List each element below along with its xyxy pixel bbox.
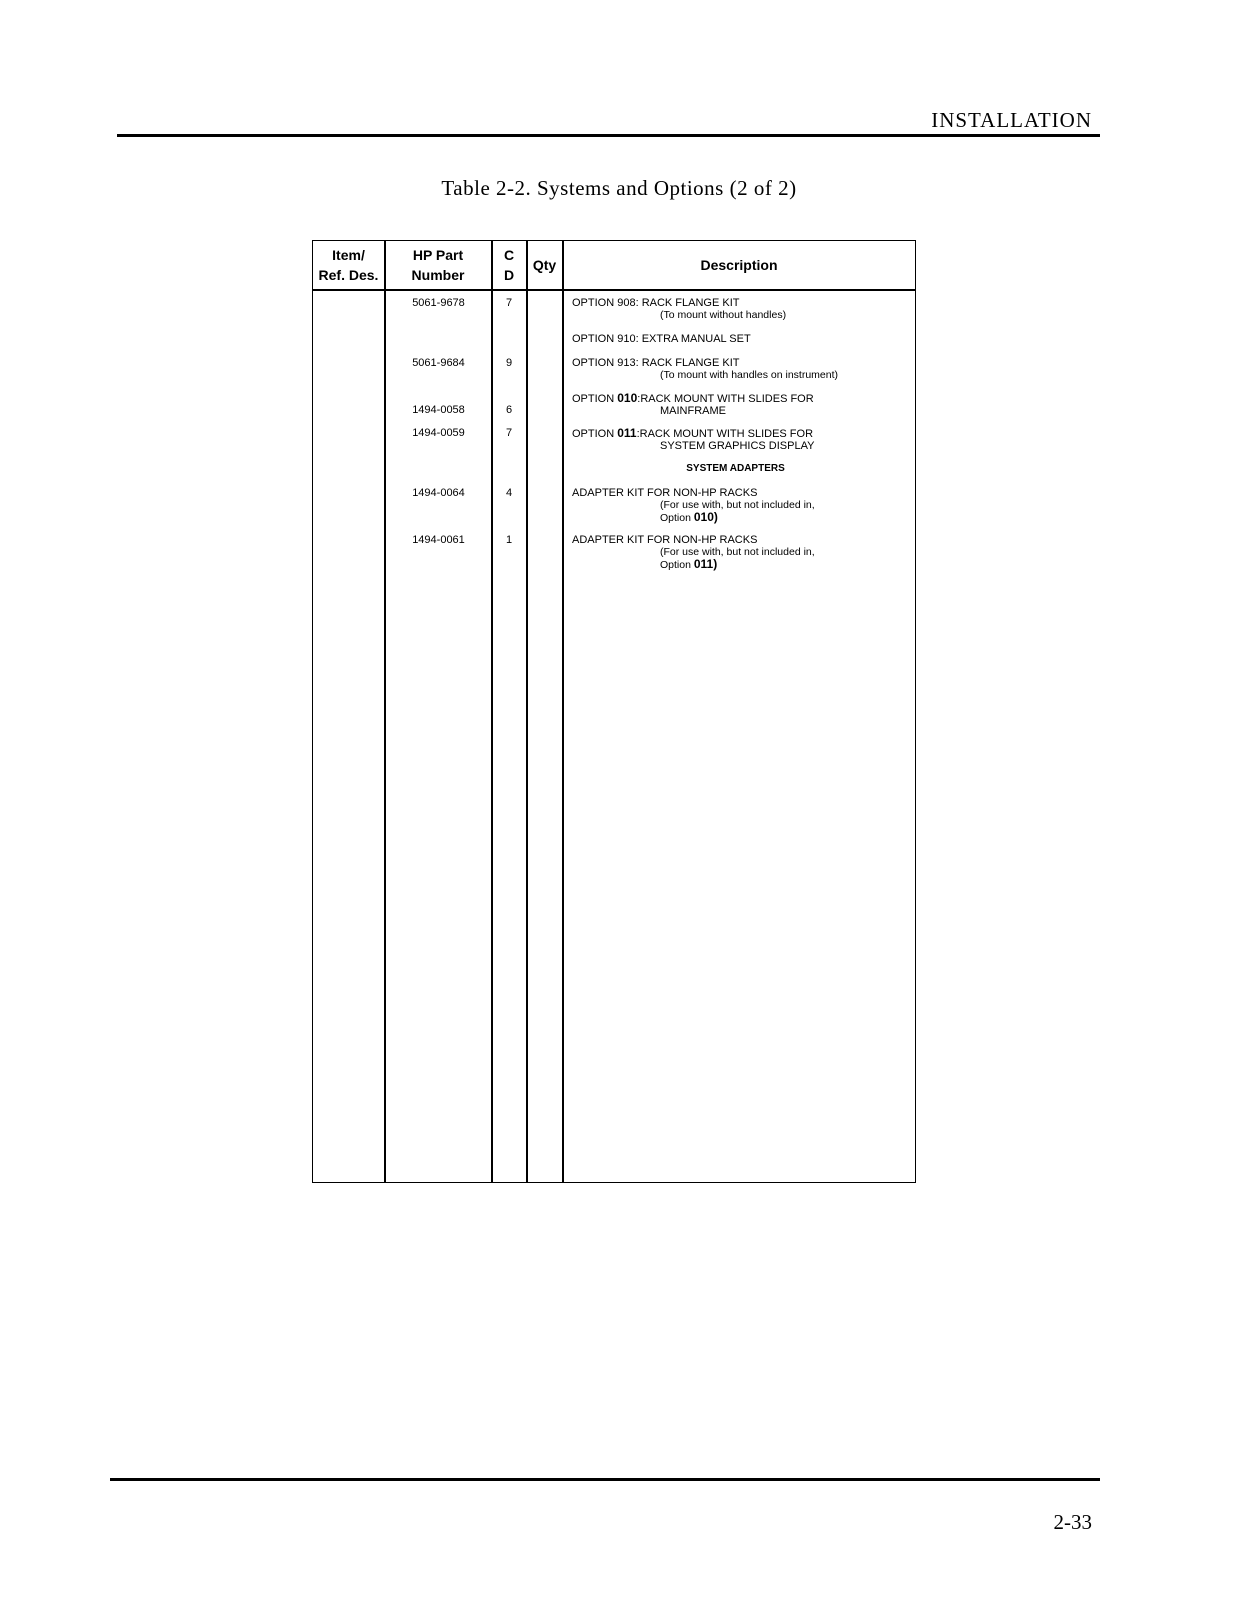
table-row-cd: 7 xyxy=(505,297,513,309)
column-header-part-line1: HP Part xyxy=(412,247,464,263)
description-text: OPTION 913: RACK FLANGE KIT xyxy=(572,357,740,369)
section-heading: SYSTEM ADAPTERS xyxy=(686,463,785,474)
description-subtext-prefix: Option xyxy=(660,512,694,524)
description-text: :RACK MOUNT WITH SLIDES FOR xyxy=(637,393,814,405)
table-row-cd: 6 xyxy=(505,404,513,416)
column-divider xyxy=(384,241,386,1182)
description-prefix: OPTION xyxy=(572,428,618,440)
description-subtext: (For use with, but not included in, xyxy=(660,499,815,511)
column-divider xyxy=(526,241,528,1182)
table-row-description xyxy=(572,333,912,345)
column-header-qty xyxy=(527,241,562,289)
option-number: 011) xyxy=(693,557,718,571)
table-row-part: 1494-0059 xyxy=(412,427,465,439)
section-header: INSTALLATION xyxy=(931,108,1092,132)
description-text: OPTION 908: RACK FLANGE KIT xyxy=(572,297,740,309)
table-row-description xyxy=(572,357,912,381)
table-row-description xyxy=(572,534,912,571)
table-row-cd: 9 xyxy=(505,357,513,369)
description-subtext: (To mount with handles on instrument) xyxy=(660,369,839,381)
table-row-cd: 1 xyxy=(505,534,513,546)
column-header-item xyxy=(313,241,384,289)
column-header-cd xyxy=(492,241,526,289)
table-row-cd: 4 xyxy=(505,487,513,499)
option-number: 010) xyxy=(693,510,718,524)
option-number: 011 xyxy=(617,426,637,440)
column-divider xyxy=(562,241,564,1182)
description-text: OPTION 910: EXTRA MANUAL SET xyxy=(572,333,751,345)
description-subtext: (To mount without handles) xyxy=(660,309,787,321)
table-row-description xyxy=(572,392,912,417)
description-subtext: (For use with, but not included in, xyxy=(660,546,815,558)
column-header-qty-label: Qty xyxy=(532,257,557,273)
column-divider xyxy=(491,241,493,1182)
table-row-part: 5061-9678 xyxy=(412,297,465,309)
table-row-part: 5061-9684 xyxy=(412,357,465,369)
table-row-description xyxy=(572,427,912,452)
column-header-description-label: Description xyxy=(700,257,778,273)
column-header-cd-line1: C xyxy=(503,247,515,263)
table-row-description xyxy=(572,487,912,524)
parts-table xyxy=(312,240,916,1183)
bottom-rule xyxy=(110,1478,1100,1481)
description-subtext: MAINFRAME xyxy=(660,405,726,417)
column-header-part xyxy=(385,241,491,289)
column-header-part-line2: Number xyxy=(411,267,465,283)
description-subtext-prefix: Option xyxy=(660,559,694,571)
description-prefix: OPTION xyxy=(572,393,618,405)
table-title: Table 2-2. Systems and Options (2 of 2) xyxy=(441,176,797,200)
column-header-item-line1: Item/ xyxy=(332,247,365,263)
top-rule xyxy=(117,134,1100,137)
option-number: 010 xyxy=(617,391,638,405)
column-header-item-line2: Ref. Des. xyxy=(318,267,379,283)
column-header-description xyxy=(563,241,915,289)
description-text: ADAPTER KIT FOR NON-HP RACKS xyxy=(572,534,758,546)
column-header-cd-line2: D xyxy=(503,267,515,283)
description-text: ADAPTER KIT FOR NON-HP RACKS xyxy=(572,487,758,499)
description-text: :RACK MOUNT WITH SLIDES FOR xyxy=(636,428,814,440)
header-divider xyxy=(313,289,915,291)
table-row-part: 1494-0061 xyxy=(412,534,465,546)
description-subtext: SYSTEM GRAPHICS DISPLAY xyxy=(660,440,815,452)
table-row-description xyxy=(572,297,912,321)
table-row-part: 1494-0064 xyxy=(412,487,465,499)
page-number: 2-33 xyxy=(1053,1510,1092,1534)
table-row-cd: 7 xyxy=(505,427,513,439)
table-row-part: 1494-0058 xyxy=(412,404,465,416)
